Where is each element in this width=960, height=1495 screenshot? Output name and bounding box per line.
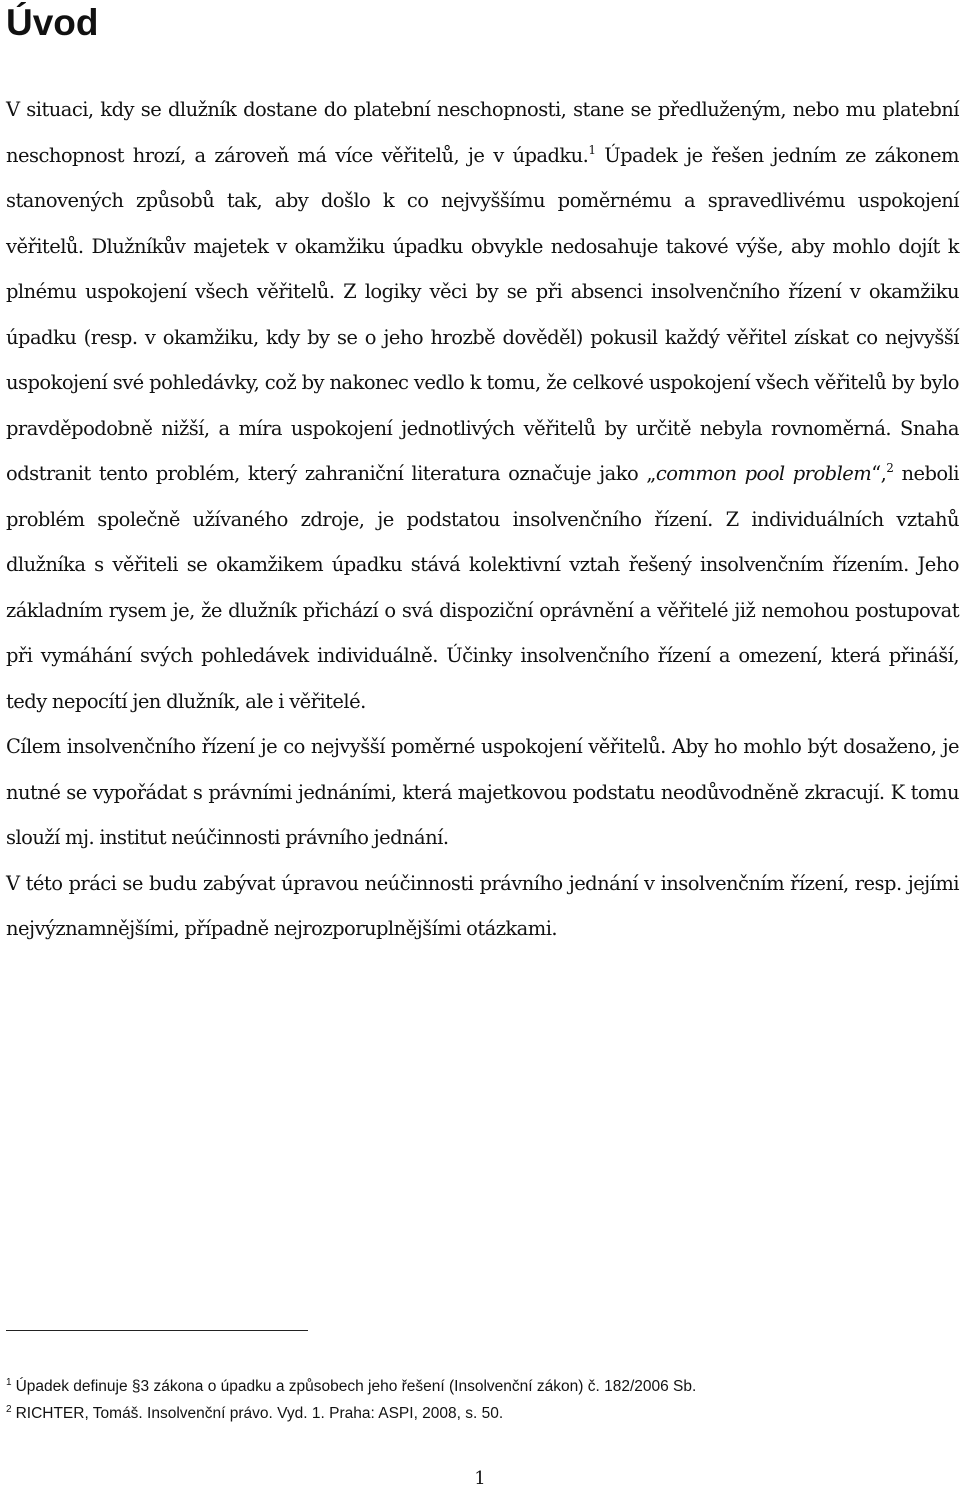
footnote-reference-1: 1 [588, 142, 596, 157]
footnote-number: 2 [6, 1404, 12, 1415]
body-text [6, 87, 959, 952]
paragraph-1-text-c: neboli problém společně užívaného zdroje, je podstatou insolvenčního řízení. Z individuálních vztahů dlužníka s věřiteli se okamžikem úpadku stává kolektivní vztah řešený insolvenčním řízením. Jeho základním rysem je, že dlužník přichází o svá dispoziční oprávnění a věřitelé již nemohou postupovat při vymáhání svých pohledávek individuálně. Účinky insolvenčního řízení a omezení, která přináší, tedy nepocítí jen dlužník, ale i věřitelé. [6, 462, 959, 713]
paragraph-1 [6, 87, 959, 724]
footnote-separator [6, 1330, 308, 1331]
page-title: Úvod [6, 2, 99, 43]
footnote-number: 1 [6, 1377, 12, 1388]
closing-quote: “, [871, 462, 887, 485]
paragraph-2: Cílem insolvenčního řízení je co nejvyšší poměrné uspokojení věřitelů. Aby ho mohlo být dosaženo, je nutné se vypořádat s právními jednáními, která majetkovou podstatu neodůvodněně zkracují. K tomu slouží mj. institut neúčinnosti právního jednání. [6, 735, 959, 849]
footnote-2 [6, 1400, 951, 1427]
paragraph-1-text-a: V situaci, kdy se dlužník dostane do platební neschopnosti, stane se předluženým, nebo mu platební neschopnost hrozí, a zároveň má více věřitelů, je v úpadku. [6, 98, 959, 167]
footnote-text: RICHTER, Tomáš. Insolvenční právo. Vyd. 1. Praha: ASPI, 2008, s. 50. [15, 1405, 504, 1422]
paragraph-1-text-b: Úpadek je řešen jedním ze zákonem stanovených způsobů tak, aby došlo k co nejvyššímu poměrnému a spravedlivému uspokojení věřitelů. Dlužníkův majetek v okamžiku úpadku obvykle nedosahuje takové výše, aby mohlo dojít k plnému uspokojení všech věřitelů. Z logiky věci by se při absenci insolvenčního řízení v okamžiku úpadku (resp. v okamžiku, kdy by se o jeho hrozbě dověděl) pokusil každý věřitel získat co nejvyšší uspokojení své pohledávky, což by nakonec vedlo k tomu, že celkové uspokojení všech věřitelů by bylo pravděpodobně nižší, a míra uspokojení jednotlivých věřitelů by určitě nebyla rovnoměrná. Snaha odstranit tento problém, který zahraniční literatura označuje jako „ [6, 143, 959, 485]
page-number: 1 [474, 1468, 486, 1489]
italic-term: common pool problem [655, 462, 872, 485]
footnote-reference-2: 2 [886, 461, 894, 475]
footnote-text: Úpadek definuje §3 zákona o úpadku a způsobech jeho řešení (Insolvenční zákon) č. 182/2006 Sb. [15, 1378, 697, 1395]
paragraph-3: V této práci se budu zabývat úpravou neúčinnosti právního jednání v insolvenčním řízení, resp. jejími nejvýznamnějšími, případně nejrozporuplnějšími otázkami. [6, 871, 959, 940]
footnotes [6, 1373, 951, 1427]
footnote-1 [6, 1373, 951, 1400]
